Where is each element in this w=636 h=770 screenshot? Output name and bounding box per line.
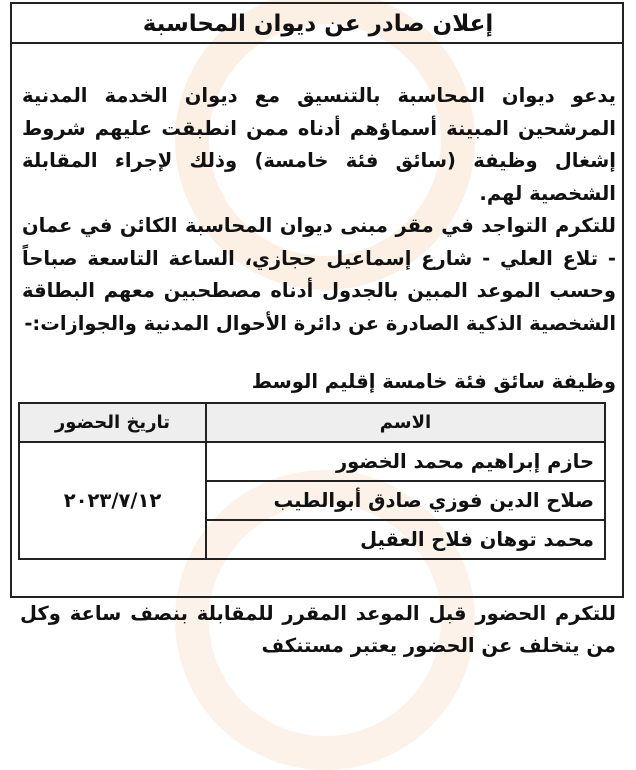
announcement-title: إعلان صادر عن ديوان المحاسبة bbox=[12, 6, 624, 44]
paragraph: يدعو ديوان المحاسبة بالتنسيق مع ديوان الخدمة المدنية المرشحين المبينة أسماؤهم أدناه ممن انطبقت عليهم شروط إشغال وظيفة (سائق فئة خامسة) وذلك لإجراء المقابلة الشخصية لهم. bbox=[22, 84, 616, 205]
candidate-name: صلاح الدين فوزي صادق أبوالطيب bbox=[206, 481, 605, 520]
header-name: الاسم bbox=[206, 403, 605, 442]
header-date: تاريخ الحضور bbox=[19, 403, 206, 442]
job-subtitle: وظيفة سائق فئة خامسة إقليم الوسط bbox=[251, 370, 616, 393]
attendance-date: ٢٠٢٣/٧/١٢ bbox=[19, 442, 206, 559]
candidate-name: حازم إبراهيم محمد الخضور bbox=[206, 442, 605, 481]
announcement-body bbox=[22, 80, 616, 340]
candidate-name: محمد توهان فلاح العقيل bbox=[206, 520, 605, 559]
footer-note: للتكرم الحضور قبل الموعد المقرر للمقابلة بنصف ساعة وكل من يتخلف عن الحضور يعتبر مستنكف bbox=[20, 602, 616, 657]
table-row bbox=[19, 442, 605, 481]
table-header-row bbox=[19, 403, 605, 442]
candidates-table bbox=[18, 402, 606, 560]
paragraph: للتكرم التواجد في مقر مبنى ديوان المحاسبة الكائن في عمان - تلاع العلي - شارع إسماعيل حجازي، الساعة التاسعة صباحاً وحسب الموعد المبين بالجدول أدناه مصطحبين معهم البطاقة الشخصية الذكية الصادرة عن دائرة الأحوال المدنية والجوازات:- bbox=[22, 214, 616, 335]
